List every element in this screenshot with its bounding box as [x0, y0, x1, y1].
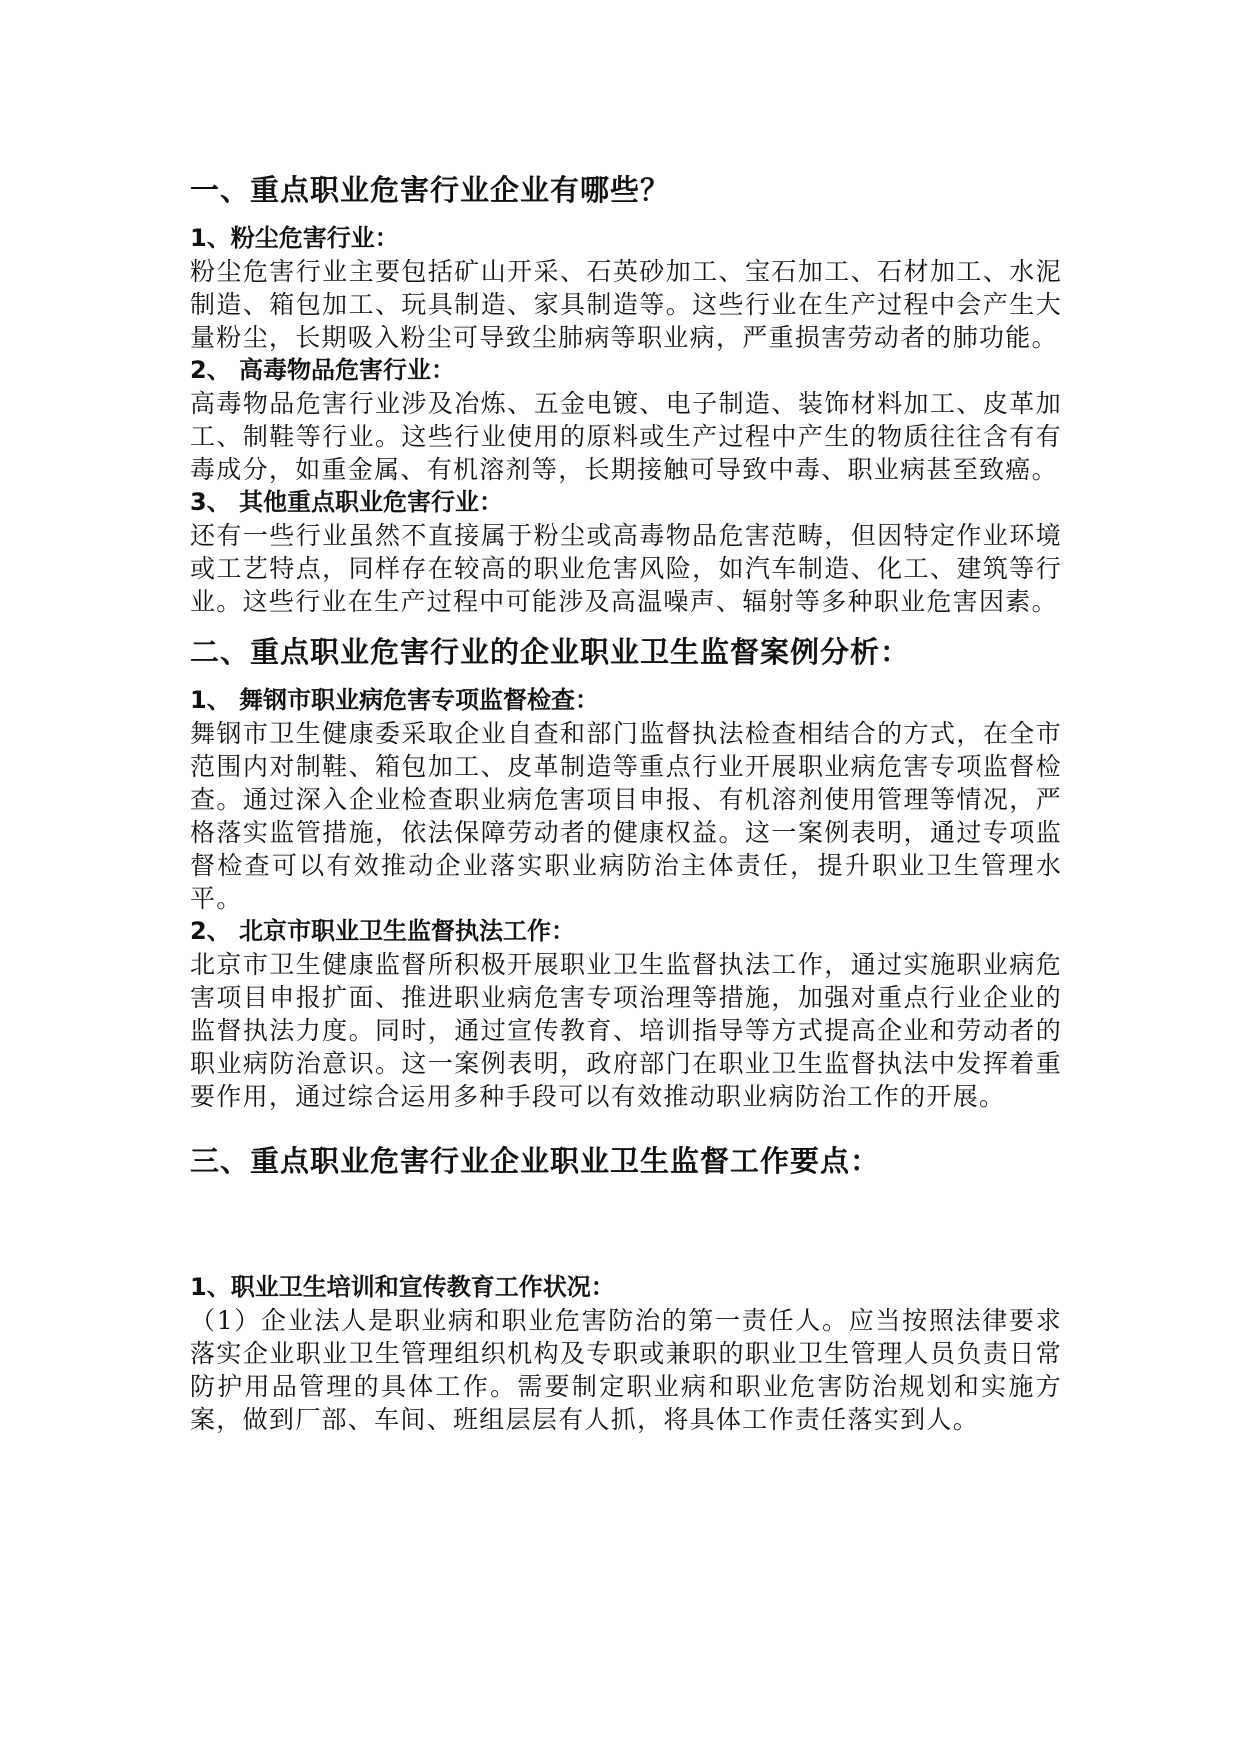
section-title: 三、重点职业危害行业企业职业卫生监督工作要点： — [190, 1144, 881, 1178]
paragraph: 还有一些行业虽然不直接属于粉尘或高毒物品危害范畴，但因特定作业环境或工艺特点，同样存在较高的职业危害风险，如汽车制造、化工、建筑等行业。这些行业在生产过程中可能涉及高温噪声、辐射等多种职业危害因素。 — [190, 521, 1062, 616]
paragraph: 北京市卫生健康监督所积极开展职业卫生监督执法工作，通过实施职业病危害项目申报扩面、推进职业病危害专项治理等措施，加强对重点行业企业的监督执法力度。同时，通过宣传教育、培训指导等方式提高企业和劳动者的职业病防治意识。这一案例表明，政府部门在职业卫生监督执法中发挥着重要作用，通过综合运用多种手段可以有效推动职业病防治工作的开展。 — [190, 950, 1062, 1111]
paragraph: （1）企业法人是职业病和职业危害防治的第一责任人。应当按照法律要求落实企业职业卫生管理组织机构及专职或兼职的职业卫生管理人员负责日常防护用品管理的具体工作。需要制定职业病和职业危害防治规划和实施方案，做到厂部、车间、班组层层有人抓，将具体工作责任落实到人。 — [190, 1306, 1062, 1434]
subsection-heading: 1、职业卫生培训和宣传教育工作状况： — [190, 1273, 615, 1301]
paragraph: 高毒物品危害行业涉及冶炼、五金电镀、电子制造、装饰材料加工、皮革加工、制鞋等行业。这些行业使用的原料或生产过程中产生的物质往往含有有毒成分，如重金属、有机溶剂等，长期接触可导致中毒、职业病甚至致癌。 — [190, 389, 1062, 484]
document-page — [190, 170, 1062, 1436]
subsection-heading: 1、粉尘危害行业： — [190, 224, 399, 252]
section-title: 一、重点职业危害行业企业有哪些？ — [190, 173, 671, 207]
subsection-heading: 2、 高毒物品危害行业： — [190, 356, 456, 384]
section-title: 二、重点职业危害行业的企业职业卫生监督案例分析： — [190, 635, 911, 669]
paragraph: 舞钢市卫生健康委采取企业自查和部门监督执法检查相结合的方式，在全市范围内对制鞋、箱包加工、皮革制造等重点行业开展职业病危害专项监督检查。通过深入企业检查职业病危害项目申报、有机溶剂使用管理等情况，严格落实监管措施，依法保障劳动者的健康权益。这一案例表明，通过专项监督检查可以有效推动企业落实职业病防治主体责任，提升职业卫生管理水平。 — [190, 719, 1062, 913]
subsection-heading: 1、 舞钢市职业病危害专项监督检查： — [190, 686, 600, 714]
subsection-heading: 2、 北京市职业卫生监督执法工作： — [190, 917, 576, 945]
subsection-heading: 3、 其他重点职业危害行业： — [190, 488, 504, 516]
paragraph: 粉尘危害行业主要包括矿山开采、石英砂加工、宝石加工、石材加工、水泥制造、箱包加工、玩具制造、家具制造等。这些行业在生产过程中会产生大量粉尘，长期吸入粉尘可导致尘肺病等职业病，严重损害劳动者的肺功能。 — [190, 257, 1062, 352]
